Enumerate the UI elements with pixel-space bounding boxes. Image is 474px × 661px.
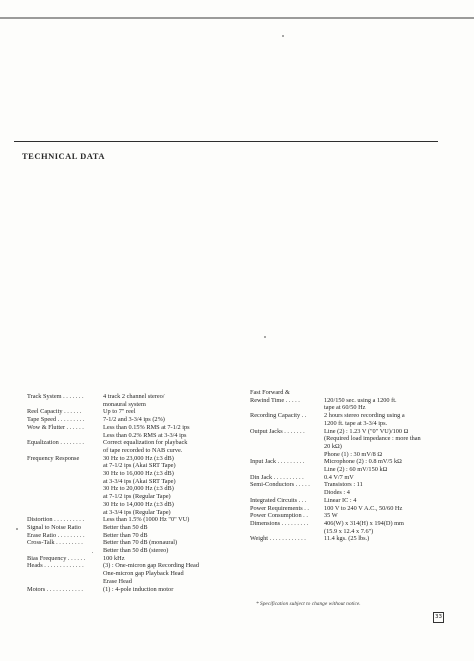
spec-row xyxy=(250,466,460,474)
spec-column-left xyxy=(27,393,247,593)
spec-row xyxy=(27,478,247,486)
spec-value: (15.9 x 12.4 x 7.6") xyxy=(324,527,374,535)
spec-row xyxy=(27,447,247,455)
spec-value: 2 hours stereo recording using a xyxy=(324,412,405,420)
spec-value: Less than 1.5% (1000 Hz "0" VU) xyxy=(103,516,190,524)
spec-item xyxy=(27,532,247,540)
spec-row xyxy=(250,420,460,428)
spec-row xyxy=(27,485,247,493)
spec-row xyxy=(250,528,460,536)
spec-row xyxy=(27,432,247,440)
spec-row xyxy=(250,489,460,497)
spec-row xyxy=(27,547,247,555)
spec-value: Less than 0.2% RMS at 3-3/4 ips xyxy=(103,431,187,439)
spec-item xyxy=(250,497,460,505)
spec-value: 100 V to 240 V A.C., 50/60 Hz xyxy=(324,504,403,512)
spec-row xyxy=(27,578,247,586)
spec-value: 4 track 2 channel stereo/ xyxy=(103,393,165,400)
spec-item xyxy=(27,408,247,416)
spec-row xyxy=(250,512,460,520)
spec-row xyxy=(27,401,247,409)
spec-row xyxy=(27,393,247,401)
spec-label: Input Jack . . . . . . . . . xyxy=(250,458,305,466)
spec-row xyxy=(250,535,460,543)
spec-value: Microphone (2) : 0.8 mV/5 kΩ xyxy=(324,458,402,466)
spec-item xyxy=(27,555,247,563)
spec-item xyxy=(27,439,247,454)
spec-item xyxy=(250,520,460,535)
spec-value: 406(W) x 314(H) x 194(D) mm xyxy=(324,519,404,527)
spec-value: Better than 50 dB (stereo) xyxy=(103,547,169,555)
spec-item xyxy=(250,505,460,513)
section-title: TECHNICAL DATA xyxy=(22,151,105,161)
spec-row xyxy=(250,474,460,482)
spec-value: Line (2) : 60 mV/150 kΩ xyxy=(324,466,388,474)
spec-row xyxy=(27,439,247,447)
spec-row xyxy=(27,416,247,424)
spec-label: Cross-Talk . . . . . . . . . xyxy=(27,539,83,547)
spec-row xyxy=(27,509,247,517)
spec-label: Fast Forward & xyxy=(250,389,290,396)
spec-row xyxy=(27,462,247,470)
spec-row xyxy=(27,586,247,594)
scan-speck xyxy=(264,336,266,338)
spec-value: Better than 70 dB (monaural) xyxy=(103,539,178,547)
spec-value: 30 Hz to 16,000 Hz (±3 dB) xyxy=(103,470,174,478)
spec-item xyxy=(27,524,247,532)
spec-value: at 7-1/2 ips (Regular Tape) xyxy=(103,493,171,501)
spec-row xyxy=(250,451,460,459)
spec-value: (3) : One-micron gap Recording Head xyxy=(103,562,199,570)
spec-label: Equalization . . . . . . . . xyxy=(27,439,85,447)
spec-value: One-micron gap Playback Head xyxy=(103,570,184,578)
spec-value: 30 Hz to 20,000 Hz (±3 dB) xyxy=(103,485,174,493)
spec-label: Recording Capacity . . xyxy=(250,412,307,420)
spec-item xyxy=(250,397,460,412)
spec-item xyxy=(27,586,247,594)
spec-value: (1) : 4-pole induction motor xyxy=(103,585,174,593)
spec-item xyxy=(250,512,460,520)
spec-item xyxy=(27,455,247,517)
spec-row xyxy=(27,562,247,570)
spec-item xyxy=(27,393,247,408)
spec-value: Linear IC : 4 xyxy=(324,496,357,504)
spec-row xyxy=(27,539,247,547)
spec-value: Transistors : 11 xyxy=(324,481,363,489)
spec-value: 11.4 kgs. (25 lbs.) xyxy=(324,535,370,543)
spec-item xyxy=(27,424,247,439)
spec-label: Integrated Circuits . . . xyxy=(250,496,307,504)
spec-row xyxy=(250,443,460,451)
spec-label: Reel Capacity . . . . . . xyxy=(27,408,82,416)
spec-item xyxy=(250,481,460,496)
spec-row xyxy=(250,458,460,466)
spec-item xyxy=(250,428,460,459)
spec-row xyxy=(27,408,247,416)
spec-value: Line (2) : 1.23 V ("0" VU)/100 Ω xyxy=(324,427,409,435)
spec-label: Erase Ratio . . . . . . . . . xyxy=(27,531,85,539)
spec-label: Distortion . . . . . . . . . . xyxy=(27,516,85,524)
spec-value: of tape recorded to NAB curve. xyxy=(103,446,183,454)
spec-row xyxy=(27,570,247,578)
spec-item xyxy=(27,516,247,524)
spec-value: Diodes : 4 xyxy=(324,489,350,497)
spec-value: tape at 60/50 Hz xyxy=(324,404,366,412)
spec-row xyxy=(250,428,460,436)
spec-label: Output Jacks . . . . . . . xyxy=(250,427,305,435)
spec-label: Power Requirements . . xyxy=(250,504,309,512)
spec-label: Track System . . . . . . . xyxy=(27,393,84,400)
spec-row xyxy=(27,470,247,478)
spec-value: Phone (1) : 30 mV/8 Ω xyxy=(324,450,383,458)
spec-value: 120/150 sec. using a 1200 ft. xyxy=(324,396,397,404)
spec-item xyxy=(27,562,247,585)
spec-value: Better than 50 dB xyxy=(103,523,148,531)
spec-value: 100 kHz xyxy=(103,554,125,562)
spec-label: Heads . . . . . . . . . . . . . xyxy=(27,562,84,570)
spec-value: (Required load impedance : more than xyxy=(324,435,421,443)
spec-value: 30 Hz to 23,000 Hz (±3 dB) xyxy=(103,454,174,462)
spec-row xyxy=(27,555,247,563)
spec-label: Weight . . . . . . . . . . . . xyxy=(250,535,306,543)
spec-value: at 3-3/4 ips (Akai SRT Tape) xyxy=(103,477,176,485)
spec-row xyxy=(250,481,460,489)
spec-value: 30 Hz to 14,000 Hz (±3 dB) xyxy=(103,500,174,508)
spec-item xyxy=(250,458,460,473)
spec-row xyxy=(250,505,460,513)
spec-value: 7-1/2 and 3-3/4 ips (2%) xyxy=(103,416,165,424)
spec-row xyxy=(250,412,460,420)
spec-row xyxy=(250,435,460,443)
spec-item xyxy=(250,412,460,427)
spec-row xyxy=(27,532,247,540)
spec-row xyxy=(27,516,247,524)
spec-label: Semi-Conductors . . . . . xyxy=(250,481,310,489)
spec-label: Frequency Response xyxy=(27,454,80,462)
spec-label: Wow & Flutter . . . . . . xyxy=(27,423,84,431)
spec-item xyxy=(250,389,460,397)
spec-value: 20 kΩ) xyxy=(324,442,342,450)
spec-item xyxy=(250,474,460,482)
spec-value: Better than 70 dB xyxy=(103,531,148,539)
spec-value: Erase Head xyxy=(103,577,132,585)
spec-value: 35 W xyxy=(324,512,338,520)
specification-footnote: * Specification subject to change without notice. xyxy=(256,601,361,607)
spec-label: Bias Frequency . . . . . . xyxy=(27,554,86,562)
spec-item xyxy=(250,535,460,543)
spec-value: 1200 ft. tape at 3-3/4 ips. xyxy=(324,419,388,427)
spec-value: Less than 0.15% RMS at 7-1/2 ips xyxy=(103,423,190,431)
spec-label: Motors . . . . . . . . . . . . xyxy=(27,585,83,593)
spec-label: Power Consumption . . xyxy=(250,512,308,520)
spec-row xyxy=(27,493,247,501)
spec-label: Rewind Time . . . . . xyxy=(250,396,300,404)
spec-value: at 3-3/4 ips (Regular Tape) xyxy=(103,508,171,516)
spec-row xyxy=(250,397,460,405)
page-mark-box: 33 xyxy=(433,612,444,623)
scan-speck xyxy=(282,35,284,37)
scan-speck xyxy=(92,552,93,553)
spec-label: Dimensions . . . . . . . . . xyxy=(250,519,309,527)
spec-value: 0.4 V/7 mV xyxy=(324,473,354,481)
spec-row xyxy=(250,497,460,505)
spec-column-right xyxy=(250,389,460,543)
spec-value: Up to 7" reel xyxy=(103,408,136,416)
section-divider xyxy=(14,141,438,142)
spec-row xyxy=(27,424,247,432)
spec-row xyxy=(250,520,460,528)
spec-value: Correct equalization for playback xyxy=(103,439,188,447)
top-border-rule xyxy=(0,17,474,19)
spec-row xyxy=(250,389,460,397)
spec-label: Tape Speed . . . . . . . . . xyxy=(27,416,85,424)
scan-speck xyxy=(16,528,18,530)
spec-row xyxy=(250,404,460,412)
spec-row xyxy=(27,455,247,463)
spec-value xyxy=(324,389,326,396)
spec-item xyxy=(27,416,247,424)
spec-row xyxy=(27,524,247,532)
spec-value: at 7-1/2 ips (Akai SRT Tape) xyxy=(103,462,176,470)
spec-label: Signal to Noise Ratio xyxy=(27,523,82,531)
spec-value: monaural system xyxy=(103,400,146,408)
spec-item xyxy=(27,539,247,554)
spec-row xyxy=(27,501,247,509)
spec-label: Din Jack . . . . . . . . . . xyxy=(250,473,304,481)
